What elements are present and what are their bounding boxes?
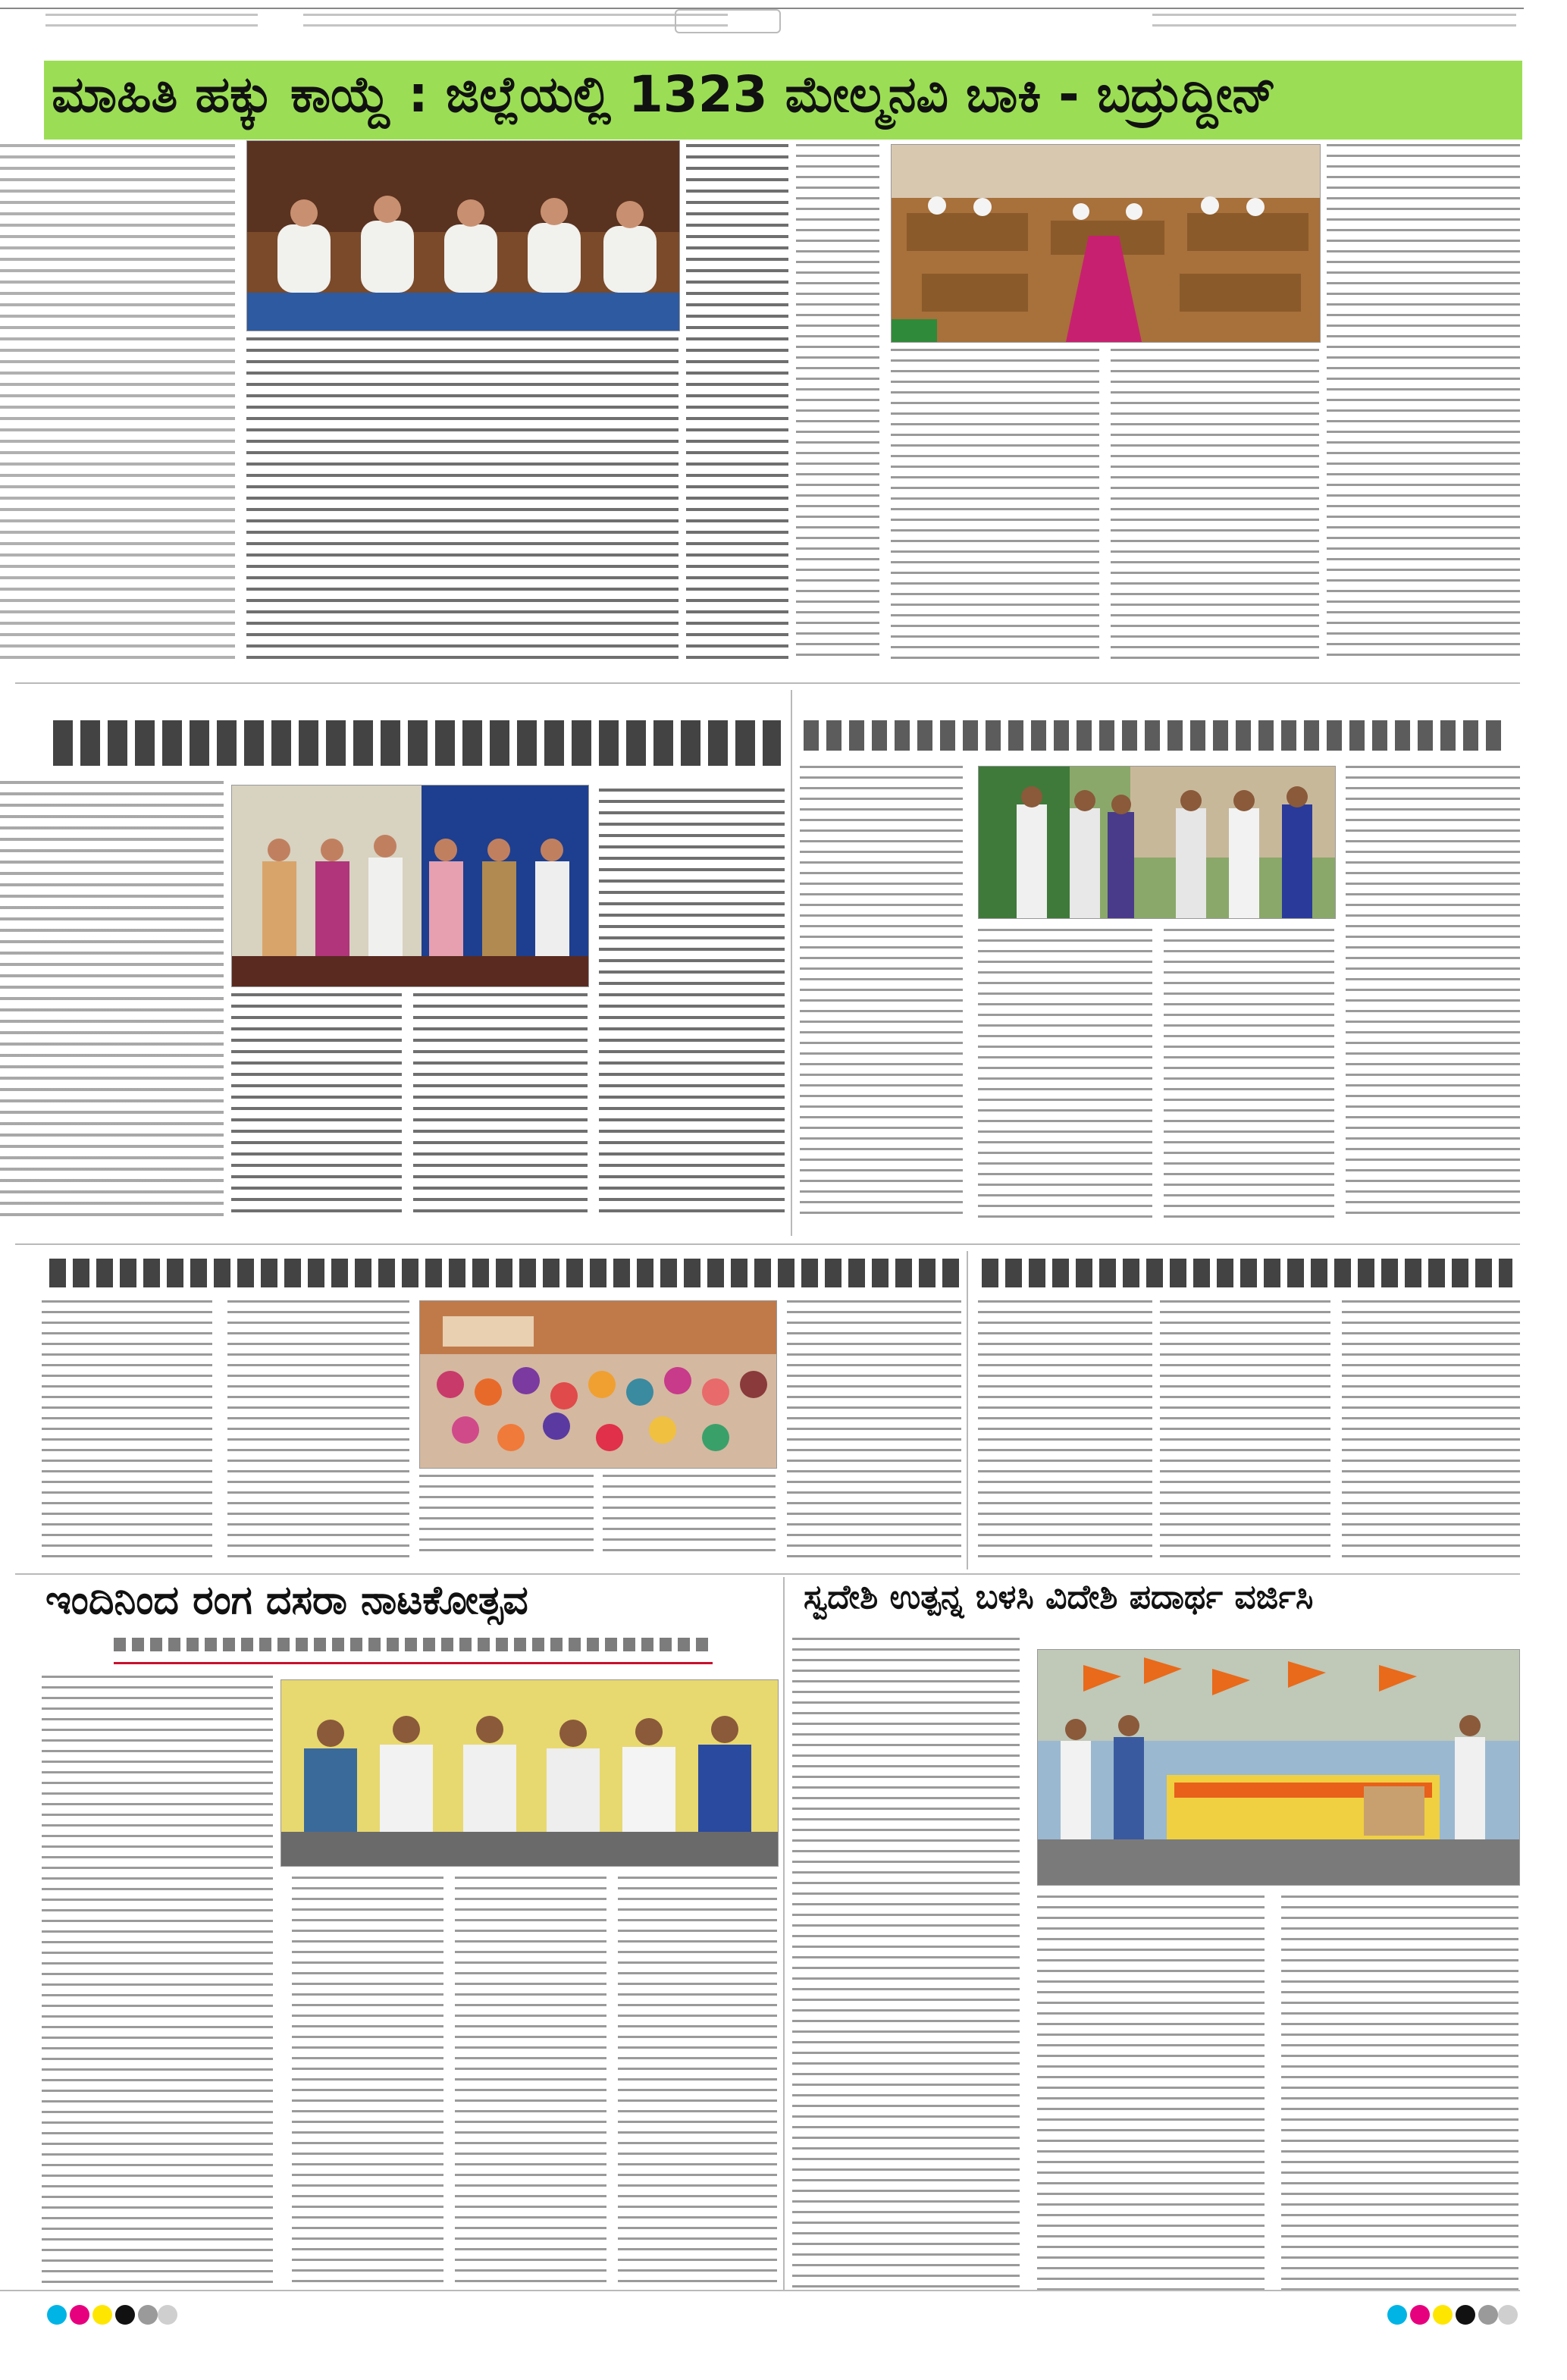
dasara-photo-panel [280, 1679, 779, 1867]
left-mid-column-3 [599, 789, 785, 1221]
right-mid-photo-group [978, 766, 1336, 919]
lead-headline: ಮಾಹಿತಿ ಹಕ್ಕು ಕಾಯ್ದೆ : ಜಿಲ್ಲೆಯಲ್ಲಿ 1323 ಮೇಲ್ಮನವಿ ಬಾಕಿ - ಬದ್ರುದ್ದೀನ್ [52, 70, 1277, 124]
crowd-sitting-image [420, 1301, 776, 1468]
lead-column-4 [891, 349, 1099, 660]
masthead-right-text [1152, 14, 1516, 32]
dasara-column-4 [618, 1877, 777, 2290]
officials-meeting-image [247, 141, 679, 331]
cyan-dot [47, 2305, 67, 2325]
lead-column-6 [1327, 144, 1520, 660]
yellow-dot [1433, 2305, 1453, 2325]
protest-column-3 [419, 1475, 594, 1558]
swadeshi-headline: ಸ್ವದೇಶಿ ಉತ್ಪನ್ನ ಬಳಸಿ ವಿದೇಶಿ ಪದಾರ್ಥ ವರ್ಜಿಸಿ [804, 1581, 1314, 1616]
black-dot [1456, 2305, 1475, 2325]
protest-column-1 [42, 1300, 212, 1558]
left-mid-column-2 [413, 993, 588, 1221]
dasara-kicker-placeholder [114, 1638, 713, 1651]
press-meet-image [281, 1680, 778, 1866]
dasara-column-1 [42, 1676, 273, 2290]
swadeshi-photo-rally [1037, 1649, 1520, 1886]
right-mid-column-4 [1346, 766, 1520, 1221]
lead-column-1 [246, 337, 679, 660]
lower-top-rule [15, 1573, 1520, 1575]
left-mid-column-1 [231, 993, 402, 1221]
lead-photo-council-hall [891, 144, 1321, 343]
swadeshi-column-3 [1281, 1896, 1518, 2290]
small-right-headline [982, 1259, 1512, 1287]
grey-dot [138, 2305, 158, 2325]
masthead-center-text [303, 14, 728, 32]
right-mid-column-3 [1164, 929, 1334, 1221]
small-right-column-3 [1342, 1300, 1520, 1558]
masthead [0, 0, 1567, 45]
masthead-logo [675, 9, 781, 33]
council-hall-image [892, 145, 1320, 342]
protest-column-2 [227, 1300, 409, 1558]
yellow-dot [92, 2305, 112, 2325]
magenta-dot [70, 2305, 89, 2325]
right-mid-column-1 [800, 766, 963, 1221]
protest-column-4 [603, 1475, 776, 1558]
black-dot [115, 2305, 135, 2325]
cyan-dot [1387, 2305, 1407, 2325]
mid-bottom-rule [15, 1243, 1520, 1245]
dasara-kicker-underline [114, 1662, 713, 1664]
outdoor-group-image [979, 767, 1335, 918]
lead-column-2 [686, 144, 788, 660]
small-right-column-2 [1160, 1300, 1330, 1558]
dasara-column-3 [455, 1877, 606, 2290]
light-grey-dot [158, 2305, 177, 2325]
grey-dot [1478, 2305, 1498, 2325]
lead-photo-officials [246, 140, 680, 331]
protest-photo-crowd [419, 1300, 777, 1469]
protest-headline [49, 1259, 959, 1287]
left-mid-photo-stage [231, 785, 589, 987]
stage-felicitation-image [232, 785, 588, 986]
left-mid-column-faded [0, 781, 224, 1221]
dasara-right-rule [783, 1577, 785, 2290]
magenta-dot [1410, 2305, 1430, 2325]
rally-banner-image [1038, 1650, 1519, 1885]
left-mid-right-rule [791, 690, 792, 1236]
lead-bottom-rule [15, 682, 1520, 684]
lead-column-5 [1111, 349, 1319, 660]
right-mid-column-2 [978, 929, 1152, 1221]
lead-column-3 [796, 144, 879, 660]
left-mid-headline [53, 720, 781, 766]
swadeshi-column-2 [1037, 1896, 1265, 2290]
light-grey-dot [1498, 2305, 1518, 2325]
small-right-column-1 [978, 1300, 1152, 1558]
right-mid-headline [804, 720, 1509, 751]
swadeshi-column-1 [792, 1638, 1020, 2290]
dasara-column-2 [292, 1877, 443, 2290]
bottom-rule [0, 2290, 1520, 2291]
masthead-left-text [45, 14, 258, 32]
dasara-headline: ಇಂದಿನಿಂದ ರಂಗ ದಸರಾ ನಾಟಕೋತ್ಸವ [45, 1581, 528, 1623]
protest-right-rule [967, 1251, 968, 1569]
protest-column-5 [787, 1300, 961, 1558]
lead-column-faded-left [0, 144, 235, 660]
